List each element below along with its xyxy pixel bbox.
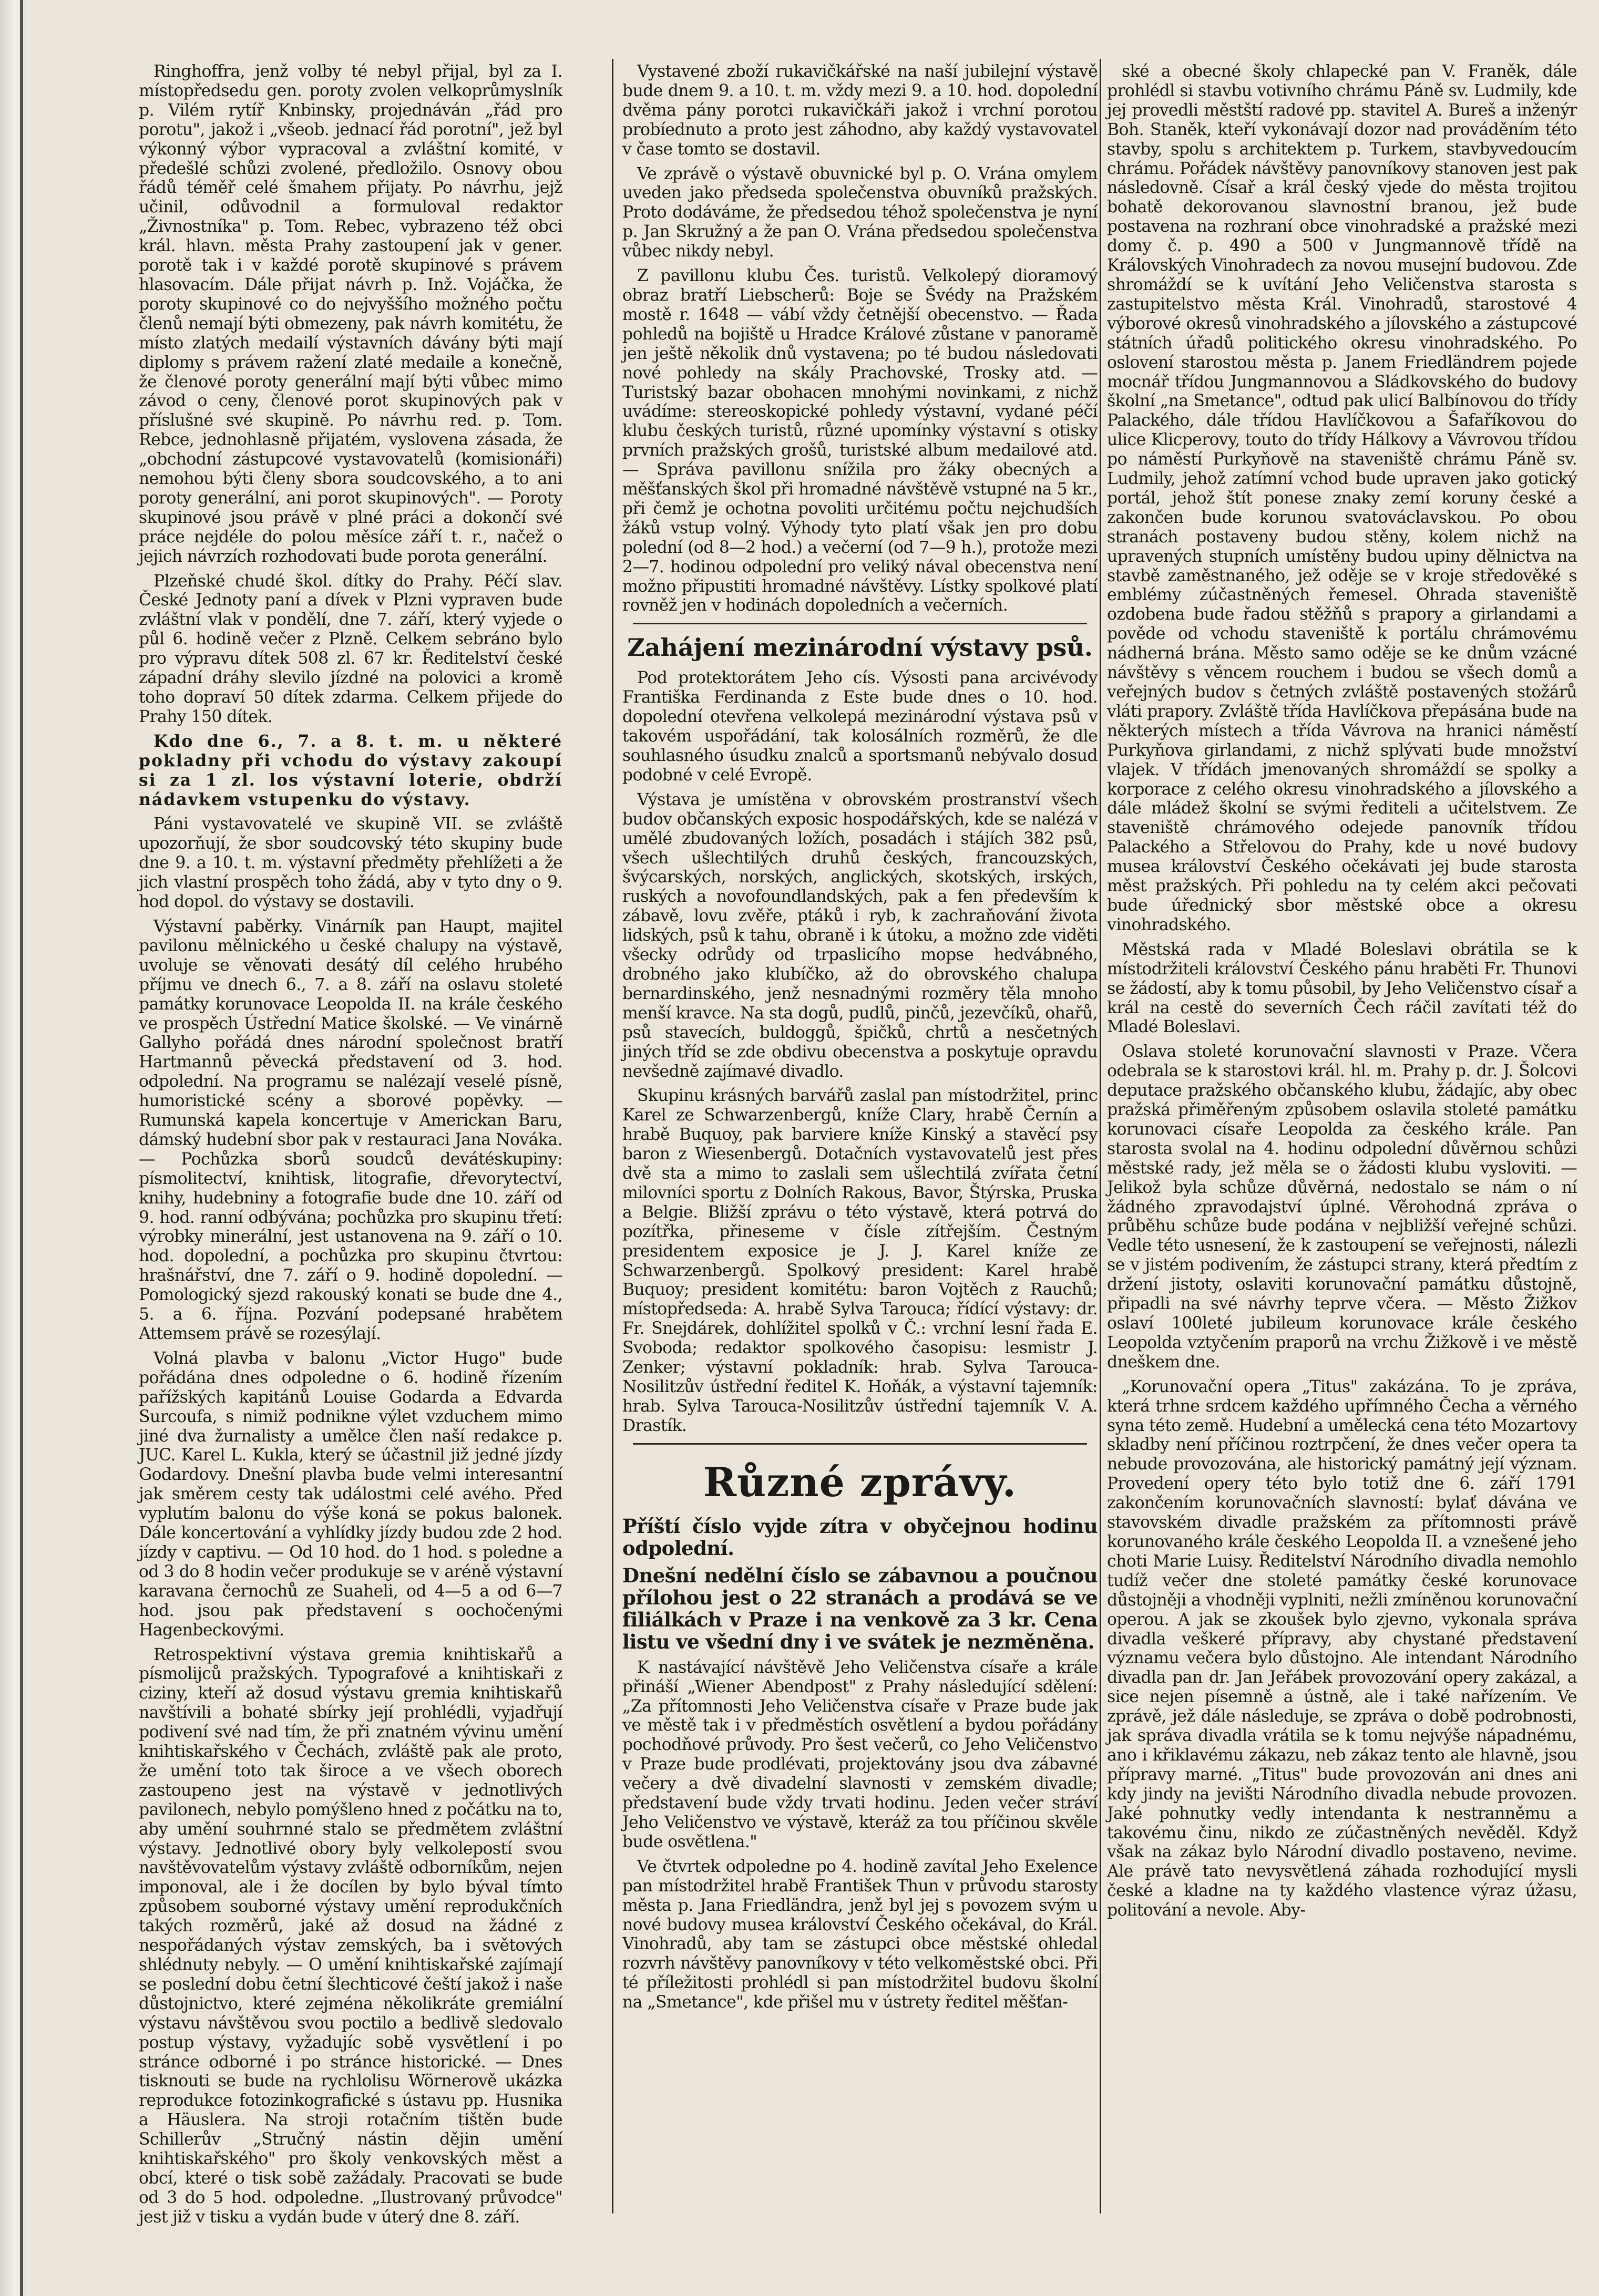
article-navsteva-vinohrady: ské a obecné školy chlapecké pan V. Franěk, dále prohlédl si stavbu votivního chrámu Páně sv. Ludmily, kde jej provedli městští radové pp. stavitel A. Bureš a inženýr Boh. Staněk, kteří vykonávají dozor nad prováděním této stavby, spolu s architektem p. Turkem, stavbyvedoucím chrámu. Pořádek návštěvy panovníkovy stanoven jest pak následovně. Císař a král český vjede do města trojitou bohatě dekorovanou slavnostní branou, jež bude postavena na rozhraní obce vinohradské a pražské mezi domy č. p. 490 a 500 v Jungmannově třídě na Královských Vinohradech za novou musejní budovou. Zde shromáždí se k uvítání Jeho Veličenstva starosta s zastupitelstvo města Král. Vinohradů, starostové 4 výborové okresů vinohradského a jílovského a zástupcové státních úřadů politického okresu vinohradského. Po oslovení starostou města p. Janem Friedländrem pojede mocnář třídou Jungmannovou a Sládkovského do budovy školní „na Smetance", odtud pak ulicí Balbínovou do třídy Palackého, dále třídou Havlíčkovou a Šafaříkovou do ulice Klicperovy, touto do třídy Hálkovy a Vávrovou třídou po náměstí Purkyňově na staveniště chrámu Páně sv. Ludmily, jehož zatímní vchod bude upraven jako gotický portál, jehož štít ponese znaky zemí koruny české a zakončen bude korunou svatováclavskou. Po obou stranách postaveny budou stěny, kolem nichž na upravených stupních umístěny budou upiny dělnictva na stavbě zaměstnaného, jež oděje se v kroje středověké s emblémy zúčastněných řemesel. Ohrada staveniště ozdobena bude řadou stěžňů s prapory a girlandami a pověde od vchodu staveniště k portálu chrámovému nádherná brána. Město samo oděje se ke dnům vzácné návštěvy s věncem rouchem i budou se všech domů a veřejných budov s četných zvláště postavených stožárů vláti prapory. Zvláště třída Havlíčkova přepásána bude na některých místech a třída Vávrova na hranici náměstí Purkyňova girlandami, z nichž splývati bude množství vlajek. V třídách jmenovaných shromáždí se spolky a korporace z celého okresu vinohradského a jílovského a dále mládež školní se svými řediteli a učitelstvem. Ze staveniště chrámového odejede panovník třídou Palackého a Střelovou do Prahy, kde u nové budovy musea království Českého očekávati jej bude starosta měst pražských. Při pohledu na ty celém akci pečovati bude úřednický sbor městské obce a okresu vinohradského. [1107,62,1577,934]
article-vystava-psu-2: Výstava je umístěna v obrovském prostranství všech budov občanských exposic hospodářských, kde se nalézá v umělé zbudovaných ložích, posadách i stájích 382 psů, všech ušlechtilých druhů českých, francouzských, švýcarských, norských, anglických, skotských, irských, ruských a novofoundlandských, pak a fen především k zábavě, lovu zvěře, ptáků i ryb, k zachraňování života lidských, psů k tahu, obraně i k útoku, a možno zde viděti všecky odrůdy od trpaslicího mopse hedvábného, drobného jako klubíčko, až do obrovského chalupa bernardinského, jenž nesnadnými rozměry těla mnoho menší kravce. Na sta dogů, pudlů, pinčů, jezevčíků, ohařů, psů stavecích, buldoggů, špičků, chrtů a nesčetných jiných tříd se zde obdivu obecenstva a poskytuje opravdu nevšedně zajímavé divadlo. [622,790,1098,1081]
article-porota: Ringhoffra, jenž volby té nebyl přijal, byl za I. místopředsedu gen. poroty zvolen velkoprůmyslník p. Vilém rytíř Knbinsky, projednáván „řád pro porotu", jakož i „všeob. jednací řád porotní", jež byl výkonný výbor vypracoval a zvláštní komité, v předešlé schůzi zvolené, předložilo. Osnovy obou řádů téměř celé šmahem přijaty. Po návrhu, jejž učinil, odůvodnil a formuloval redaktor „Živnostníka" p. Tom. Rebec, vybrazeno též obci král. hlavn. města Prahy zastoupení jak v gener. porotě tak i v každé porotě skupinové s právem hlasovacím. Dále přijat návrh p. Inž. Vojáčka, že poroty skupinové co do nejvyššího možného počtu členů nemají býti obmezeny, pak návrh komitétu, že místo zlatých medailí výstavních dávány býti mají diplomy s právem ražení zlaté medaile a konečně, že členové poroty generální mají býti vůbec mimo závod o ceny, členové porot skupinových pak v příslušné své skupině. Po návrhu red. p. Tom. Rebce, jednohlasně přijatém, vyslovena zásada, že „obchodní zástupcové vystavovatelů (komisionáři) nemohou býti členy sbora soudcovského, a to ani poroty generální, ani porot skupinových". — Poroty skupinové jsou právě v plné práci a dokončí své práce nejdéle do polou měsíce září t. r., načež o jejich návrzích rozhodovati bude porota generální. [139,62,562,566]
article-obuvnicka: Ve zprávě o výstavě obuvnické byl p. O. Vrána omylem uveden jako předseda společenstva obuvníků pražských. Proto dodáváme, že předsedou téhož společenstva je nyní p. Jan Skružný a že pan O. Vrána předsedou společenstva vůbec nikdy nebyl. [622,164,1098,261]
column-rule-1 [612,59,613,2213]
article-plzenske-ditky: Plzeňské chudé škol. dítky do Prahy. Péčí slav. České Jednoty paní a dívek v Plzni vypraven bude zvláštní vlak v pondělí, dne 7. září, který vyjede o půl 6. hodině večer z Plzně. Celkem sebráno bylo pro výpravu dítek 508 zl. 67 kr. Ředitelství české západní dráhy slevilo jízdné na polovici a kromě toho dopraví 50 dítek zdarma. Celkem přijede do Prahy 150 dítek. [139,571,562,726]
column-1 [139,62,562,2227]
article-oslava-korunovace: Oslava stoleté korunovační slavnosti v Praze. Včera odebrala se k starostovi král. hl. m. Prahy p. dr. J. Šolcovi deputace pražského občanského klubu, žádajíc, aby obec pražská přiměřeným způsobem oslavila stoleté památku korunovaci císaře Leopolda za českého krále. Pan starosta svolal na 4. hodinu odpolední důvěrnou schůzi městské rady, jež měla se o žádosti klubu vysloviti. — Jelikož byla schůze důvěrná, nedostalo se nám o ní žádného zpravodajství úplné. Věrohodná zpráva o průběhu schůze bude podána v nejbližší veřejné schůzi. Vedle této usnesení, že k zastoupení se veřejnosti, nálezli se v jistém podivením, že zástupci strany, která předtím z držení jistoty, oslaviti korunovační památku důstojně, připadli na své návrhy teprve včera. — Město Žižkov oslaví 100leté jubileum korunovace krále českého Leopolda vztyčením praporů na vrchu Žižkově i ve městě dneškem dne. [1107,1042,1577,1372]
article-titus-zakazan: „Korunovační opera „Titus" zakázána. To je zpráva, která trhne srdcem každého upřímného Čecha a věrného syna této země. Hudební a umělecká cena této Mozartovy skladby není příčinou roztrpčení, že dnes večer opera ta nebude provozována, ale historický památný její význam. Provedení opery této bylo totiž dne 6. září 1791 zakončením korunovačních slavností: bylať dávána ve stavovském divadle pražském za přítomnosti právě korunovaného krále českého Leopolda II. a vznešené jeho choti Marie Luisy. Ředitelství Národního divadla nemohlo tudíž večer dne stoleté památky české korunovace důstojněji a vhodněji vyplniti, nežli zmíněnou korunovační operou. A jak se zkoušek bylo zjevno, vykonala správa divadla veškeré přípravy, aby chystané představení významu večera bylo důstojno. Ale intendant Národního divadla pan dr. Jan Jeřábek provozování opery zakázal, a sice nejen písemně a ústně, ale i také nařízením. Ve zprávě, jež dále následuje, se zpráva o době podrobnosti, jak správa divadla vrátila se k tomu nejvýše nápadnému, ano i křiklavému zákazu, neb zákaz tento ale hlavně, jsou přípravy marné. „Titus" bude provozován ani dnes ani kdy jindy na jevišti Národního divadla nebude provozen. Jaké pohnutky vedly intendanta k nestranněmu a takovému činu, nikdo ze zúčastněných nevěděl. Když však na zákaz bylo Národní divadlo postaveno, nevime. Ale právě tato nevysvětlená záhada rozhodující mysli české a kladne na ty každého vlastence výraz úžasu, politování a nevole. Aby- [1107,1377,1577,1920]
heading-vystava-psu: Zahájení mezinárodní výstavy psů. [627,633,1093,662]
article-rukavickarske: Vystavené zboží rukavičkářské na naší jubilejní výstavě bude dnem 9. a 10. t. m. vždy mezi 9. a 10. hod. dopolední dvěma pány porotci rukavičkáři jakož i vrchní porotou probíednuto a proto jest záhodno, aby každý vystavovatel v čase tomto se dostavil. [622,62,1098,159]
column-3 [1107,62,1577,2185]
article-vystava-psu-1: Pod protektorátem Jeho cís. Výsosti pana arcivévody Františka Ferdinanda z Este bude dnes o 10. hod. dopolední otevřena velkolepá mezinárodní výstava psů v takovém uspořádání, tak kolosálních rozměrů, že dle souhlasného úsudku znalců a sportsmanů nebývalo dosud podobné v celé Evropě. [622,668,1098,785]
article-mistodrzitel: Ve čtvrtek odpoledne po 4. hodině zavítal Jeho Exelence pan místodržitel hrabě František Thun v průvodu starosty města p. Jana Friedländra, jenž byl jej s povozem svým u nové budovy musea království Českého očekával, do Král. Vinohradů, aby tam se zástupci obce městské ohledal rozvrh návštěvy panovníkovy v této velkoměstské obci. Při té příležitosti prohlédl si pan místodržitel budovu školní na „Smetance", kde přišel mu v ústrety ředitel měšťan- [622,1857,1098,2012]
column-rule-2 [1100,59,1101,2213]
notice-skupina-vii: Páni vystavovatelé ve skupině VII. se zvláště upozorňují, že sbor soudcovský této skupiny bude dne 9. a 10. t. m. výstavní předměty přehlížeti a že jich vlastní prospěch toho žádá, aby v tyto dny o 9. hod dopol. do výstavy se dostavili. [139,815,562,912]
section-divider [633,623,1087,624]
heading-ruzne-zpravy: Různé zprávy. [703,1458,1017,1506]
article-retrospektivni-vystava: Retrospektivní výstava gremia knihtiskařů a písmolijců pražských. Typografové a knihtiskaři z ciziny, kteří až dosud výstavu gremia knihtiskařů navštívili a bohaté sbírky její prohlédli, vyjadřují podivení své nad tím, že při znatném vývinu umění knihtiskařského v Čechách, zvláště pak ale proto, že umění toto tak široce a ve všech oborech zastoupeno jest na výstavě v jednotlivých pavilonech, nebylo pomýšleno hned z počátku na to, aby umění souhrnné stalo se předmětem zvláštní výstavy. Jednotlivé obory byly velkolepostí svou navštěvovatelům výstavy zvláště odborníkům, nejen imponoval, ale i že docílen by bylo býval tímto způsobem souborné výstavy umění reprodukčních takých rozměrů, jaké až dosud na žádné z nespořádaných výstav zemských, ba i světových shlédnuty nebyly. — O umění knihtiskařské zajímají se poslední dobu četní šlechticové čeští jakož i naše důstojnictvo, které zejména několikráte gremiální výstavu návštěvou svou poctilo a bedlivě sledovalo postup výstavy, vyžadujíc sobě vysvětlení i po stránce odborné i po stránce historické. — Dnes tisknouti se bude na rychlolisu Wörnerově ukázka reprodukce fotozinkografické s ústavu pp. Husnika a Häuslera. Na stroji rotačním tištěn bude Schillerův „Stručný nástin dějin umění knihtiskařského" pro školy venkovských měst a obcí, které o tisk sobě zažádaly. Pracovati se bude od 3 do 5 hod. odpoledne. „Ilustrovaný průvodce" jest již v tisku a vydán bude v úterý dne 8. září. [139,1645,562,2227]
notice-loterie: Kdo dne 6., 7. a 8. t. m. u některé pokladny při vchodu do výstavy zakoupí si za 1 zl. los výstavní loterie, obdrží nádavkem vstupenku do výstavy. [139,731,562,809]
column-2 [622,62,1098,2185]
notice-pristi-cislo: Příští číslo vyjde zítra v obyčejnou hodinu odpolední. [622,1514,1098,1560]
article-klub-turistu: Z pavillonu klubu Čes. turistů. Velkolepý dioramový obraz bratří Liebscherů: Boje se Švédy na Pražském mostě r. 1648 — vábí vždy četnější obecenstvo. — Řada pohledů na bojiště u Hradce Králové zůstane v panoramě jen ještě několik dnů vystavena; po té budou následovati nové pohledy na skály Prachovské, Trosky atd. — Turistský bazar obohacen mnohými novinkami, z nichž uvádíme: stereoskopické pohledy výstavní, vydané péčí klubu českých turistů, různé upomínky výstavní s otisky prvních pražských grošů, turistské album medailové atd. — Správa pavillonu snížila pro žáky obecných a měšťanských škol při hromadné návštěvě vstupné na 5 kr., při čemž je ochotna povoliti určitému počtu nejchudších žáků vstup volný. Výhody tyto platí však jen pro dobu polední (od 8—2 hod.) a večerní (od 7—9 h.), protože mezi 2—7. hodinou odpolední pro veliký nával obecenstva není možno připustiti hromadné návštěvy. Lístky spolkové platí rovněž jen v hodinách dopoledních a večerních. [622,266,1098,615]
article-navsteva-cisare: K nastávající návštěvě Jeho Veličenstva císaře a krále přináší „Wiener Abendpost" z Prahy následující sdělení: „Za přítomnosti Jeho Veličenstva císaře v Praze bude jak ve městě tak i v předměstích osvětlení a bydou pořádány pochodňové průvody. Pro šest večerů, co Jeho Veličenstvo v Praze bude prodlévati, projektovány jsou dva zábavné večery a dvě divadelní slavnosti v zemském divadle; představení bude vždy trvati hodinu. Jeden večer stráví Jeho Veličenstvo ve výstavě, kteráž za tou příčinou skvěle bude osvětlena." [622,1657,1098,1851]
article-vystava-psu-3: Skupinu krásných barvářů zaslal pan místodržitel, princ Karel ze Schwarzenbergů, kníže Clary, hrabě Černín a hrabě Buquoy, pak barviere kníže Kinský a stavěcí psy baron z Wiesenbergů. Dotačních vystavovatelů jest přes dvě sta a mimo to zaslali sem ušlechtilá zvířata četní milovníci sportu z Dolních Rakous, Bavor, Štýrska, Pruska a Belgie. Bližší zprávu o této výstavě, která potrvá do pozítřka, přineseme v čísle zítřejším. Čestným presidentem exposice je J. J. Karel kníže ze Schwarzenbergů. Spolkový president: Karel hrabě Buquoy; president komitétu: baron Vojtěch z Rauchů; místopředseda: A. hrabě Sylva Tarouca; řídící výstavy: dr. Fr. Snejdárek, dohlížitel spolků v Č.: vrchní lesní řada E. Svoboda; redaktor spolkového časopisu: lesmistr J. Zenker; výstavní pokladník: hrab. Sylva Tarouca-Nosilitzův ústřední ředitel K. Hoňák, a výstavní tajemník: hrab. Sylva Tarouca-Nosilitzův ústřední tajemník V. A. Drastík. [622,1086,1098,1435]
notice-nedelni-cislo: Dnešní nedělní číslo se zábavnou a poučnou přílohou jest o 22 stranách a prodává se ve filiálkách v Praze i na venkově za 3 kr. Cena listu ve všední dny i ve svátek je nezměněna. [622,1563,1098,1653]
page-fold-shadow [20,0,23,2296]
article-vystavni-paberky: Výstavní paběrky. Vinárník pan Haupt, majitel pavilonu mělnického u české chalupy na výstavě, uvoluje se věnovati desátý díl celého hrubého příjmu ve dnech 6., 7. a 8. září na oslavu stoleté památky korunovace Leopolda II. na krále českého ve prospěch Ústřední Matice školské. — Ve vinárně Gallyho pořádá dnes národní společnost bratří Hartmannů pěvecká představení od 3. hod. odpolední. Na programu se nalézají veselé písně, humoristické scény a sborové popěvky. — Rumunská kapela koncertuje v Americkan Baru, dámský hudební sbor pak v restauraci Jana Nováka. — Pochůzka sborů soudců devátéskupiny: písmolitectví, knihtisk, litografie, dřevorytectví, knihy, hudebniny a fotografie bude dne 10. září od 9. hod. ranní odbývána; pochůzka pro skupinu třetí: výrobky minerální, jest ustanovena na 9. září o 10. hod. dopolední, a pochůzka pro skupinu čtvrtou: hrašnářství, dne 7. září o 9. hodině dopolední. — Pomologický sjezd rakouský konati se bude dne 4., 5. a 6. října. Pozvání podepsané hrabětem Attemsem právě se rozesýlají. [139,917,562,1343]
article-mlada-boleslav: Městská rada v Mladé Boleslavi obrátila se k místodržiteli království Českého pánu hraběti Fr. Thunovi se žádostí, aby k tomu působil, by Jeho Veličenstvo císař a král na cestě do severních Čech ráčil zavítati též do Mladé Boleslavi. [1107,940,1577,1037]
article-balon: Volná plavba v balonu „Victor Hugo" bude pořádána dnes odpoledne o 6. hodině řízením pařížských kapitánů Louise Godarda a Edvarda Surcoufa, s nimiž podnikne výlet vzduchem mimo jiné dva žurnalisty a umělce člen naší redakce p. JUC. Karel L. Kukla, který se účastnil již jedné jízdy Godardovy. Dnešní plavba bude velmi interesantní jak směrem cesty tak událostmi celé avého. Před vyplutím balonu do výše koná se pokus balonek. Dále koncertování a vyhlídky jízdy budou zde 2 hod. jízdy v captivu. — Od 10 hod. do 1 hod. s poledne a od 3 do 8 hodin večer produkuje se v aréně výstavní karavana černochů ze Suaheli, od 4—5 a od 6—7 hod. jsou pak představení s oochočenými Hagenbeckovými. [139,1348,562,1640]
section-divider-2 [633,1443,1087,1445]
